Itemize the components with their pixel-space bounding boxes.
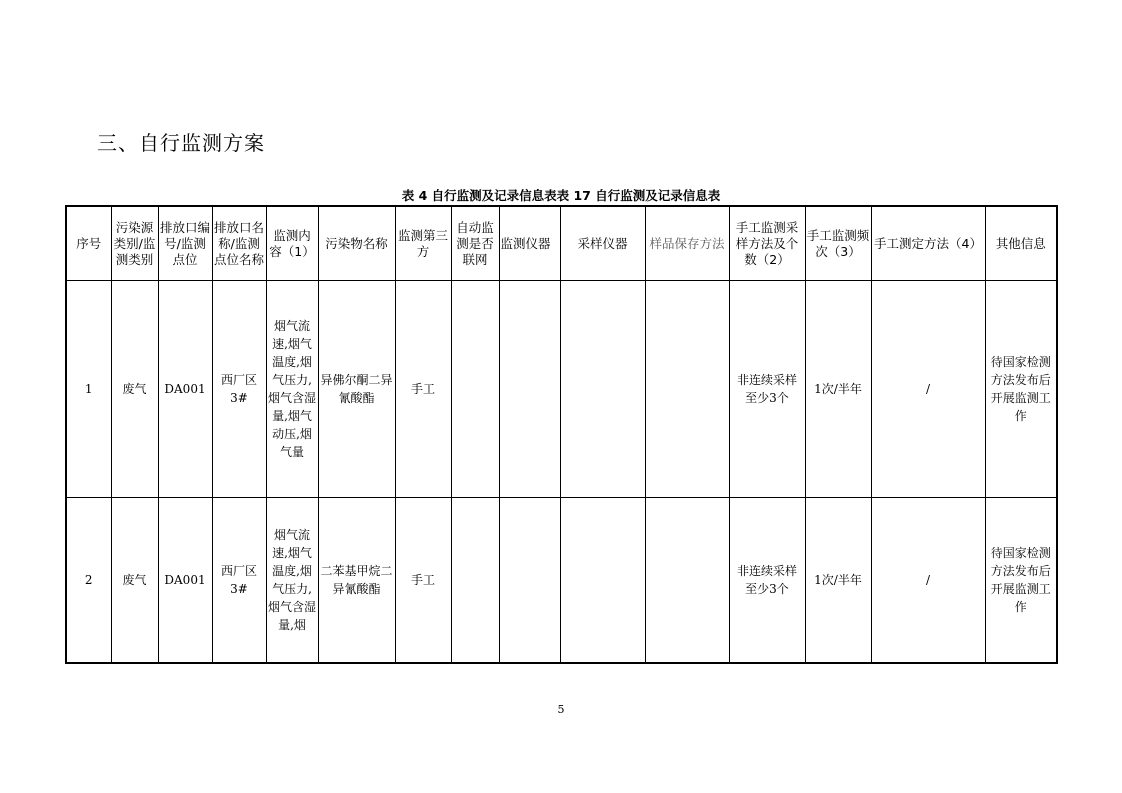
- cell-manual-frequency: 1次/半年: [805, 281, 871, 498]
- header-third-party: 监测第三方: [395, 206, 451, 281]
- page-number: 5: [557, 703, 565, 716]
- table-header-row: [66, 206, 1057, 281]
- cell-sample-preservation: [645, 281, 729, 498]
- header-auto-networked: 自动监测是否联网: [451, 206, 499, 281]
- header-no: 序号: [66, 206, 111, 281]
- cell-other: 待国家检测方法发布后开展监测工作: [985, 281, 1057, 498]
- cell-source-type: 废气: [111, 281, 158, 498]
- header-manual-frequency: 手工监测频次（3）: [805, 206, 871, 281]
- cell-manual-frequency: 1次/半年: [805, 498, 871, 664]
- cell-pollutant: 异佛尔酮二异氰酸酯: [318, 281, 395, 498]
- cell-no: 2: [66, 498, 111, 664]
- cell-other: 待国家检测方法发布后开展监测工作: [985, 498, 1057, 664]
- header-manual-sampling-method: 手工监测采样方法及个数（2）: [729, 206, 805, 281]
- cell-outlet-name: 西厂区 3#: [212, 281, 266, 498]
- header-outlet-name: 排放口名称/监测点位名称: [212, 206, 266, 281]
- cell-manual-sampling-method: 非连续采样 至少3个: [729, 281, 805, 498]
- header-sample-preservation: 样品保存方法: [645, 206, 729, 281]
- cell-manual-sampling-method: 非连续采样 至少3个: [729, 498, 805, 664]
- cell-third-party: 手工: [395, 281, 451, 498]
- header-monitor-instrument: 监测仪器: [499, 206, 560, 281]
- table-caption: 表 4 自行监测及记录信息表表 17 自行监测及记录信息表: [401, 188, 721, 203]
- cell-content: 烟气流速,烟气温度,烟气压力,烟气含湿量,烟: [266, 498, 318, 664]
- cell-pollutant: 二苯基甲烷二异氰酸酯: [318, 498, 395, 664]
- cell-source-type: 废气: [111, 498, 158, 664]
- cell-outlet-name: 西厂区 3#: [212, 498, 266, 664]
- header-other: 其他信息: [985, 206, 1057, 281]
- cell-auto-networked: [451, 281, 499, 498]
- cell-outlet-code: DA001: [158, 498, 212, 664]
- cell-manual-method: /: [871, 498, 985, 664]
- cell-outlet-code: DA001: [158, 281, 212, 498]
- table-row: [66, 281, 1057, 498]
- header-content: 监测内容（1）: [266, 206, 318, 281]
- header-sampling-instrument: 采样仪器: [560, 206, 645, 281]
- cell-monitor-instrument: [499, 498, 560, 664]
- header-pollutant: 污染物名称: [318, 206, 395, 281]
- cell-manual-method: /: [871, 281, 985, 498]
- header-outlet-code: 排放口编号/监测点位: [158, 206, 212, 281]
- cell-third-party: 手工: [395, 498, 451, 664]
- header-source-type: 污染源类别/监测类别: [111, 206, 158, 281]
- cell-auto-networked: [451, 498, 499, 664]
- monitoring-table: [65, 205, 1058, 664]
- table-row: [66, 498, 1057, 664]
- cell-sample-preservation: [645, 498, 729, 664]
- cell-monitor-instrument: [499, 281, 560, 498]
- section-heading: 三、自行监测方案: [97, 131, 265, 155]
- cell-sampling-instrument: [560, 281, 645, 498]
- cell-sampling-instrument: [560, 498, 645, 664]
- cell-no: 1: [66, 281, 111, 498]
- header-manual-method: 手工测定方法（4）: [871, 206, 985, 281]
- cell-content: 烟气流速,烟气温度,烟气压力,烟气含湿量,烟气动压,烟气量: [266, 281, 318, 498]
